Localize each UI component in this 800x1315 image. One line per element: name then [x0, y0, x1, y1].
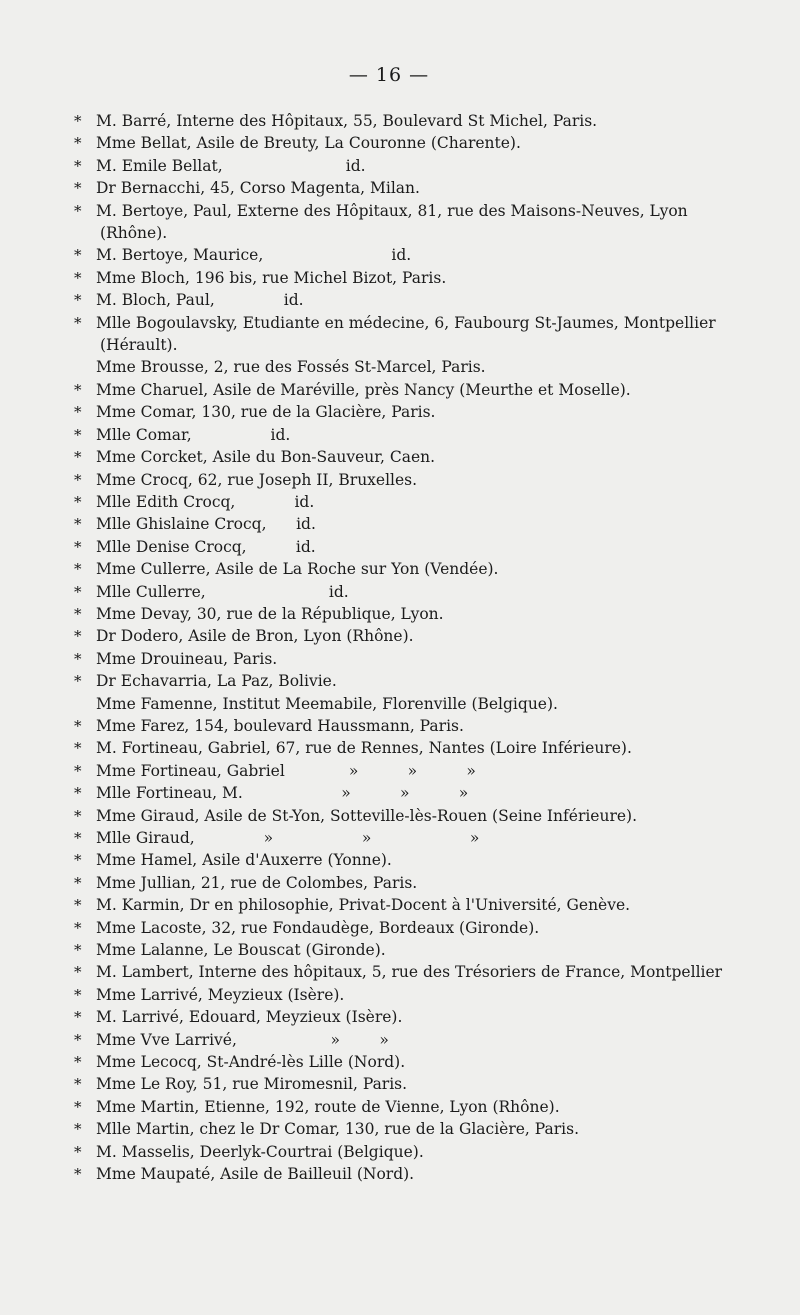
entry-text: Mme Fortineau, Gabriel » » »: [96, 761, 476, 780]
list-item: [74, 558, 784, 580]
entry-text: Mme Martin, Etienne, 192, route de Vienne, Lyon (Rhône).: [96, 1097, 560, 1116]
list-item: [74, 581, 784, 603]
entry-text: M. Bertoye, Maurice, id.: [96, 246, 412, 265]
list-item: [74, 536, 784, 558]
list-item: [74, 670, 784, 692]
list-item: [74, 267, 784, 289]
list-item: [74, 491, 784, 513]
asterisk-mark: *: [74, 963, 82, 982]
entry-text: Mme Le Roy, 51, rue Miromesnil, Paris.: [96, 1075, 408, 1094]
entry-text: Dr Echavarria, La Paz, Bolivie.: [96, 672, 337, 691]
asterisk-mark: *: [74, 246, 82, 265]
asterisk-mark: *: [74, 806, 82, 825]
list-item: [74, 1006, 784, 1028]
asterisk-mark: *: [74, 604, 82, 623]
asterisk-mark: *: [74, 672, 82, 691]
list-item: [74, 1118, 784, 1140]
asterisk-mark: *: [74, 716, 82, 735]
list-item: [74, 1096, 784, 1118]
list-item: [74, 312, 784, 357]
entry-text: Mme Vve Larrivé, » »: [96, 1030, 389, 1049]
list-item: [74, 110, 784, 132]
asterisk-mark: *: [74, 112, 82, 130]
entry-text: Mme Lecocq, St-André-lès Lille (Nord).: [96, 1053, 406, 1072]
asterisk-mark: *: [74, 470, 82, 489]
list-item: [74, 984, 784, 1006]
list-item: [74, 513, 784, 535]
asterisk-mark: *: [74, 515, 82, 534]
entry-text: Mme Larrivé, Meyzieux (Isère).: [96, 985, 345, 1004]
page-number: — 16 —: [348, 64, 430, 86]
entry-continuation: (Rhône).: [100, 224, 168, 243]
entry-text: Mme Corcket, Asile du Bon-Sauveur, Caen.: [96, 448, 436, 467]
asterisk-mark: *: [74, 1097, 82, 1116]
asterisk-mark: *: [74, 1142, 82, 1161]
asterisk-mark: *: [74, 985, 82, 1004]
asterisk-mark: *: [74, 201, 82, 220]
asterisk-mark: *: [74, 918, 82, 937]
asterisk-mark: *: [74, 268, 82, 287]
list-item: [74, 625, 784, 647]
entry-text: Mlle Fortineau, M. » » »: [96, 784, 469, 803]
entry-text: Mme Farez, 154, boulevard Haussmann, Paris.: [96, 716, 464, 735]
asterisk-mark: *: [74, 156, 82, 175]
entry-text: Mlle Martin, chez le Dr Comar, 130, rue de la Glacière, Paris.: [96, 1120, 579, 1139]
asterisk-mark: *: [74, 179, 82, 198]
asterisk-mark: *: [74, 649, 82, 668]
entry-text: Mlle Bogoulavsky, Etudiante en médecine, 6, Faubourg St-Jaumes, Montpellier: [96, 313, 716, 332]
asterisk-mark: *: [74, 1008, 82, 1027]
entry-text: Mlle Cullerre, id.: [96, 582, 349, 601]
list-item: [74, 200, 784, 245]
list-item: [74, 1029, 784, 1051]
list-item: [74, 849, 784, 871]
asterisk-mark: *: [74, 291, 82, 310]
entry-text: Mme Bellat, Asile de Breuty, La Couronne (Charente).: [96, 134, 521, 153]
list-item: [74, 693, 784, 715]
entry-text: Mme Lacoste, 32, rue Fondaudège, Bordeaux (Gironde).: [96, 918, 540, 937]
asterisk-mark: *: [74, 560, 82, 579]
entry-text: Mme Devay, 30, rue de la République, Lyon.: [96, 604, 444, 623]
list-item: [74, 737, 784, 759]
entry-text: M. Emile Bellat, id.: [96, 156, 366, 175]
entry-text: M. Larrivé, Edouard, Meyzieux (Isère).: [96, 1008, 403, 1027]
entry-text: Dr Dodero, Asile de Bron, Lyon (Rhône).: [96, 627, 414, 646]
asterisk-mark: *: [74, 1075, 82, 1094]
list-item: [74, 603, 784, 625]
list-item: [74, 155, 784, 177]
asterisk-mark: *: [74, 873, 82, 892]
list-item: [74, 961, 784, 983]
list-item: [74, 244, 784, 266]
entry-text: Mme Drouineau, Paris.: [96, 649, 278, 668]
list-item: [74, 1051, 784, 1073]
asterisk-mark: *: [74, 1030, 82, 1049]
entry-text: Mme Cullerre, Asile de La Roche sur Yon (Vendée).: [96, 560, 499, 579]
list-item: [74, 939, 784, 961]
asterisk-mark: *: [74, 537, 82, 556]
entry-text: Mlle Denise Crocq, id.: [96, 537, 316, 556]
asterisk-mark: *: [74, 1120, 82, 1139]
entry-text: Mme Charuel, Asile de Maréville, près Nancy (Meurthe et Moselle).: [96, 380, 631, 399]
asterisk-mark: *: [74, 1053, 82, 1072]
list-item: [74, 1141, 784, 1163]
entry-text: Mlle Comar, id.: [96, 425, 291, 444]
asterisk-mark: *: [74, 739, 82, 758]
entry-text: Mlle Ghislaine Crocq, id.: [96, 515, 316, 534]
entry-text: Mme Crocq, 62, rue Joseph II, Bruxelles.: [96, 470, 418, 489]
list-item: [74, 1163, 784, 1185]
entry-text: Mme Brousse, 2, rue des Fossés St-Marcel, Paris.: [96, 358, 486, 377]
list-item: [74, 177, 784, 199]
list-item: [74, 289, 784, 311]
asterisk-mark: *: [74, 380, 82, 399]
entry-text: Mme Bloch, 196 bis, rue Michel Bizot, Paris.: [96, 268, 447, 287]
asterisk-mark: *: [74, 313, 82, 332]
list-item: [74, 446, 784, 468]
list-item: [74, 424, 784, 446]
list-item: [74, 782, 784, 804]
entry-text: Dr Bernacchi, 45, Corso Magenta, Milan.: [96, 179, 420, 198]
entry-text: M. Fortineau, Gabriel, 67, rue de Rennes, Nantes (Loire Inférieure).: [96, 739, 632, 758]
entry-continuation: (Hérault).: [100, 336, 178, 355]
list-item: [74, 760, 784, 782]
list-item: [74, 872, 784, 894]
list-item: [74, 917, 784, 939]
asterisk-mark: *: [74, 851, 82, 870]
entry-text: Mme Jullian, 21, rue de Colombes, Paris.: [96, 873, 418, 892]
list-item: [74, 805, 784, 827]
asterisk-mark: *: [74, 492, 82, 511]
entry-text: Mme Hamel, Asile d'Auxerre (Yonne).: [96, 851, 392, 870]
list-item: [74, 132, 784, 154]
list-item: [74, 894, 784, 916]
entry-text: M. Karmin, Dr en philosophie, Privat-Docent à l'Université, Genève.: [96, 896, 631, 915]
list-item: [74, 715, 784, 737]
asterisk-mark: *: [74, 896, 82, 915]
asterisk-mark: *: [74, 784, 82, 803]
entry-text: M. Barré, Interne des Hôpitaux, 55, Boulevard St Michel, Paris.: [96, 112, 598, 130]
entry-text: Mme Giraud, Asile de St-Yon, Sotteville-lès-Rouen (Seine Inférieure).: [96, 806, 638, 825]
asterisk-mark: *: [74, 425, 82, 444]
entry-text: M. Bloch, Paul, id.: [96, 291, 304, 310]
entry-text: M. Bertoye, Paul, Externe des Hôpitaux, 81, rue des Maisons-Neuves, Lyon: [96, 201, 688, 220]
asterisk-mark: *: [74, 403, 82, 422]
asterisk-mark: *: [74, 582, 82, 601]
list-item: [74, 379, 784, 401]
entry-text: M. Masselis, Deerlyk-Courtrai (Belgique).: [96, 1142, 424, 1161]
entry-text: Mlle Edith Crocq, id.: [96, 492, 315, 511]
asterisk-mark: *: [74, 627, 82, 646]
asterisk-mark: *: [74, 761, 82, 780]
list-item: [74, 1073, 784, 1095]
entry-text: Mme Famenne, Institut Meemabile, Florenville (Belgique).: [96, 694, 558, 713]
list-item: [74, 356, 784, 378]
list-item: [74, 469, 784, 491]
asterisk-mark: *: [74, 829, 82, 847]
asterisk-mark: *: [74, 448, 82, 467]
list-item: [74, 648, 784, 670]
entry-text: Mlle Giraud, » » »: [96, 829, 480, 847]
entry-text: Mme Comar, 130, rue de la Glacière, Paris.: [96, 403, 436, 422]
entry-text: M. Lambert, Interne des hôpitaux, 5, rue des Trésoriers de France, Montpellier: [96, 963, 723, 982]
member-list: [74, 110, 784, 1186]
list-item: [74, 401, 784, 423]
list-item: [74, 827, 784, 849]
asterisk-mark: *: [74, 1165, 82, 1184]
asterisk-mark: *: [74, 134, 82, 153]
entry-text: Mme Maupaté, Asile de Bailleuil (Nord).: [96, 1165, 415, 1184]
asterisk-mark: *: [74, 941, 82, 960]
entry-text: Mme Lalanne, Le Bouscat (Gironde).: [96, 941, 386, 960]
